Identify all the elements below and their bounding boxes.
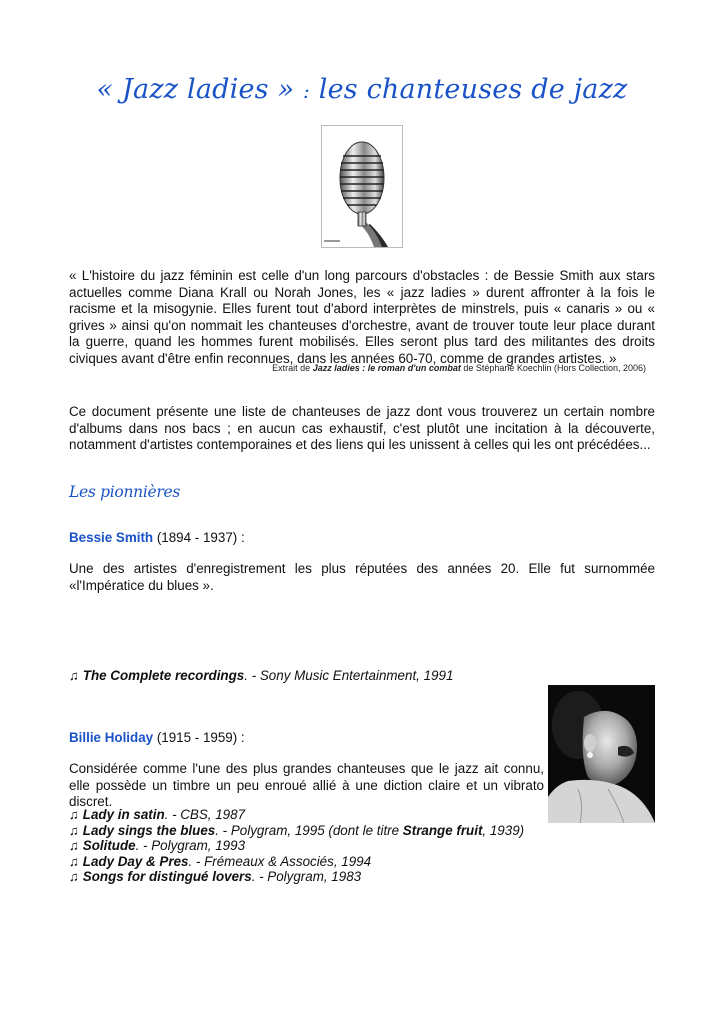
music-note-icon: ♫ [69, 853, 80, 869]
album-title: The Complete recordings [82, 668, 245, 683]
source-title: Jazz ladies : le roman d'un combat [312, 363, 461, 373]
album-item [69, 838, 524, 854]
music-note-icon: ♫ [69, 807, 80, 822]
microphone-icon [322, 126, 402, 247]
music-note-icon: ♫ [69, 822, 80, 838]
billie-holiday-photo [548, 685, 655, 823]
page-title [0, 74, 724, 105]
artist-heading [69, 730, 245, 745]
album-title: Lady Day & Pres [82, 853, 189, 869]
singer-portrait-icon [548, 685, 655, 823]
album-item [69, 823, 524, 839]
album-list [69, 668, 453, 684]
album-details: . - CBS, 1987 [164, 807, 246, 822]
album-title: Lady sings the blues [82, 822, 216, 838]
album-details: . - Polygram, 1993 [135, 838, 246, 854]
microphone-image [321, 125, 403, 248]
music-note-icon: ♫ [69, 838, 80, 854]
music-note-icon: ♫ [69, 668, 80, 683]
artist-name: Billie Holiday [69, 730, 154, 745]
album-item [69, 807, 524, 823]
artist-dates: (1894 - 1937) : [153, 530, 245, 545]
album-details: . - Polygram, 1983 [251, 869, 362, 885]
album-item [69, 668, 453, 684]
quote-paragraph: « L'histoire du jazz féminin est celle d'un long parcours d'obstacles : de Bessie Smith aux stars actuelles comme Diana Krall ou Norah Jones, les « jazz ladies » durent affronter à la fois le racisme et la misogynie. Elles furent tout d'abord interprètes de minstrels, puis « canaris » ou « grives » ainsi qu'on nommait les chanteuses d'orchestre, avant de trouver toute leur place durant la guerre, quand les hommes furent mobilisés. Elles seront plus tard des militantes des droits civiques avant d'être enfin reconnues, dans les années 60-70, comme de grandes artistes. » [69, 268, 655, 366]
title-part1: « Jazz ladies » [96, 74, 295, 105]
album-item [69, 854, 524, 870]
music-note-icon: ♫ [69, 869, 80, 885]
album-title: Songs for distingué lovers [82, 869, 252, 885]
album-details: . - Sony Music Entertainment, 1991 [244, 668, 454, 683]
album-title: Solitude [82, 838, 136, 854]
album-title: Lady in satin [82, 807, 165, 822]
quote-source [69, 363, 646, 373]
album-item [69, 869, 524, 885]
intro-paragraph: Ce document présente une liste de chanteuses de jazz dont vous trouverez un certain nombre d'albums dans nos bacs ; en aucun cas exhaustif, c'est plutôt une incitation à la découverte, notamment d'artistes contemporaines et des liens qui les unissent à celles qui les ont précédées... [69, 404, 655, 453]
artist-heading [69, 530, 245, 545]
song-details: , 1939) [482, 822, 525, 838]
title-part2: les chanteuses de jazz [318, 74, 628, 105]
source-suffix: de Stéphane Koechlin (Hors Collection, 2006) [460, 363, 646, 373]
section-heading: Les pionnières [69, 483, 180, 501]
artist-description: Une des artistes d'enregistrement les plus réputées des années 20. Elle fut surnommée «l'Impératice du blues ». [69, 561, 655, 593]
artist-name: Bessie Smith [69, 530, 154, 545]
title-separator: : [302, 79, 310, 103]
source-prefix: Extrait de [272, 363, 313, 373]
album-details: . - Polygram, 1995 (dont le titre [215, 822, 403, 838]
artist-description: Considérée comme l'une des plus grandes chanteuses que le jazz ait connu, elle possède un timbre un peu enroué allié à une diction claire et un vibrato discret. [69, 761, 544, 810]
song-title: Strange fruit [402, 822, 483, 838]
album-list [69, 807, 524, 885]
album-details: . - Frémeaux & Associés, 1994 [188, 853, 372, 869]
artist-dates: (1915 - 1959) : [153, 730, 245, 745]
